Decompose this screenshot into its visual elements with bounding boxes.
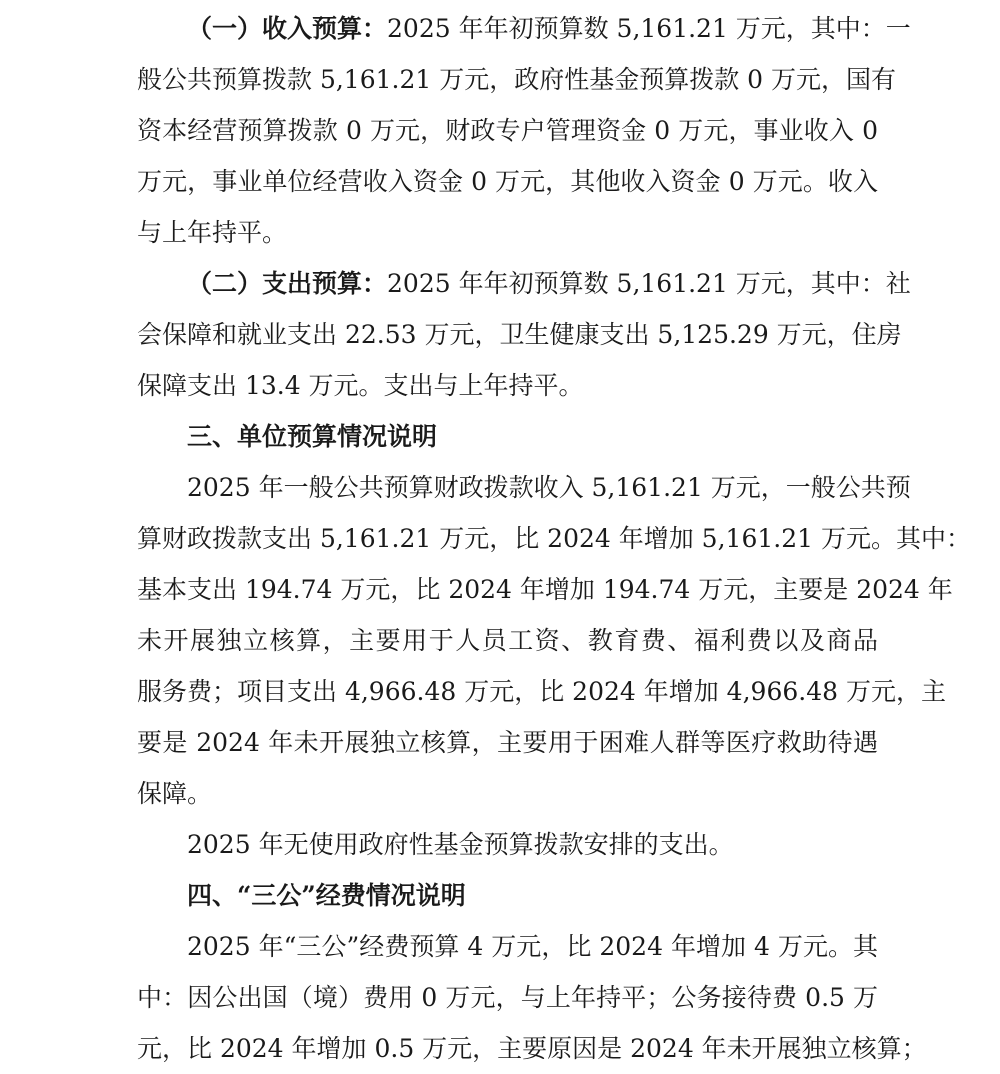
text-line: 2025 年无使用政府性基金预算拨款安排的支出。 [187,830,734,859]
income-budget-paragraph [137,3,911,258]
text-line: 万元，事业单位经营收入资金 0 万元，其他收入资金 0 万元。收入 [137,167,878,196]
three-public-expenses-paragraph [137,921,927,1074]
text-line: 般公共预算拨款 5,161.21 万元，政府性基金预算拨款 0 万元，国有 [137,65,897,94]
section-heading-four: 四、“三公”经费情况说明 [187,881,466,910]
text-line: 与上年持平。 [137,218,288,247]
text-line: 基本支出 194.74 万元，比 2024 年增加 194.74 万元，主要是 2024 年 [137,575,953,604]
text-run: 2025 年年初预算数 5,161.21 万元，其中：社 [387,269,911,298]
text-line: 算财政拨款支出 5,161.21 万元，比 2024 年增加 5,161.21 万元。其中： [137,524,971,553]
text-line: 未开展独立核算，主要用于人员工资、教育费、福利费以及商品 [137,626,878,655]
text-line: 保障。 [137,779,213,808]
text-line: 保障支出 13.4 万元。支出与上年持平。 [137,371,584,400]
text-line [137,3,911,54]
text-line: 2025 年一般公共预算财政拨款收入 5,161.21 万元，一般公共预 [187,473,911,502]
unit-budget-paragraph [137,462,971,819]
text-line: 中：因公出国（境）费用 0 万元，与上年持平；公务接待费 0.5 万 [137,983,878,1012]
expense-budget-label: （二）支出预算： [187,269,388,298]
text-line: 会保障和就业支出 22.53 万元，卫生健康支出 5,125.29 万元，住房 [137,320,902,349]
government-fund-paragraph [137,819,878,870]
expense-budget-paragraph [137,258,911,411]
text-line [137,258,911,309]
document-page [137,3,971,1074]
section-heading-three: 三、单位预算情况说明 [187,422,438,451]
text-line: 元，比 2024 年增加 0.5 万元，主要原因是 2024 年未开展独立核算； [137,1034,927,1063]
text-line: 要是 2024 年未开展独立核算，主要用于困难人群等医疗救助待遇 [137,728,878,757]
text-line: 服务费；项目支出 4,966.48 万元，比 2024 年增加 4,966.48 万元，主 [137,677,946,706]
income-budget-label: （一）收入预算： [187,14,388,43]
text-line: 2025 年“三公”经费预算 4 万元，比 2024 年增加 4 万元。其 [187,932,878,961]
text-line: 资本经营预算拨款 0 万元，财政专户管理资金 0 万元，事业收入 0 [137,116,878,145]
text-run: 2025 年年初预算数 5,161.21 万元，其中：一 [387,14,911,43]
